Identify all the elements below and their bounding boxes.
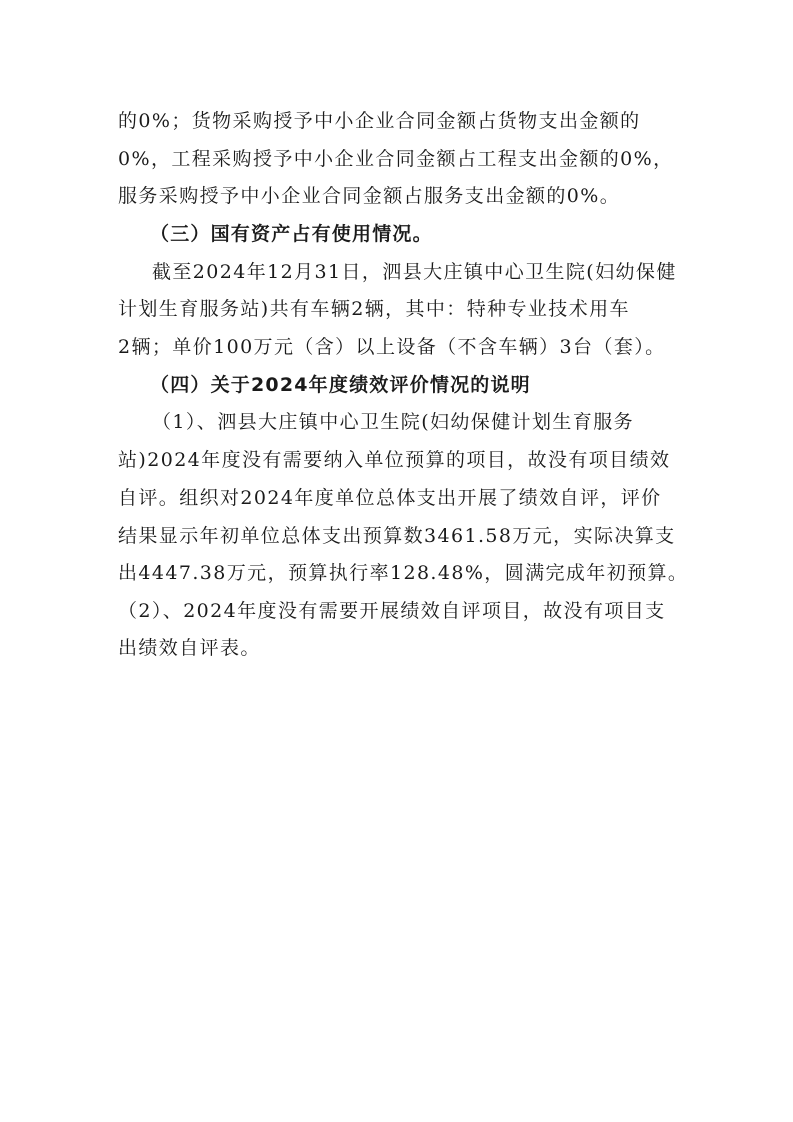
paragraph-line: 出绩效自评表。 [118, 637, 261, 659]
section-heading-performance: （四）关于2024年度绩效评价情况的说明 [150, 374, 531, 396]
paragraph-line: 结果显示年初单位总体支出预算数3461.58万元，实际决算支 [118, 525, 676, 547]
paragraph-line: 自评。组织对2024年度单位总体支出开展了绩效自评，评价 [118, 487, 662, 509]
paragraph-line: 服务采购授予中小企业合同金额占服务支出金额的0%。 [118, 185, 621, 207]
paragraph-line: 的0%；货物采购授予中小企业合同金额占货物支出金额的 [118, 110, 641, 132]
paragraph-line: （2）、2024年度没有需要开展绩效自评项目，故没有项目支 [118, 600, 666, 622]
paragraph-line: 站)2024年度没有需要纳入单位预算的项目，故没有项目绩效 [118, 449, 671, 471]
paragraph-line: 2辆；单价100万元（含）以上设备（不含车辆）3台（套）。 [118, 336, 666, 358]
paragraph-line: 出4447.38万元，预算执行率128.48%，圆满完成年初预算。 [118, 562, 689, 584]
paragraph-line: 计划生育服务站)共有车辆2辆，其中：特种专业技术用车 [118, 298, 630, 320]
paragraph-line: 0%，工程采购授予中小企业合同金额占工程支出金额的0%， [118, 148, 674, 170]
paragraph-line: （1）、泗县大庄镇中心卫生院(妇幼保健计划生育服务 [152, 411, 635, 433]
section-heading-assets: （三）国有资产占有使用情况。 [150, 223, 433, 245]
paragraph-line: 截至2024年12月31日，泗县大庄镇中心卫生院(妇幼保健 [152, 261, 677, 283]
